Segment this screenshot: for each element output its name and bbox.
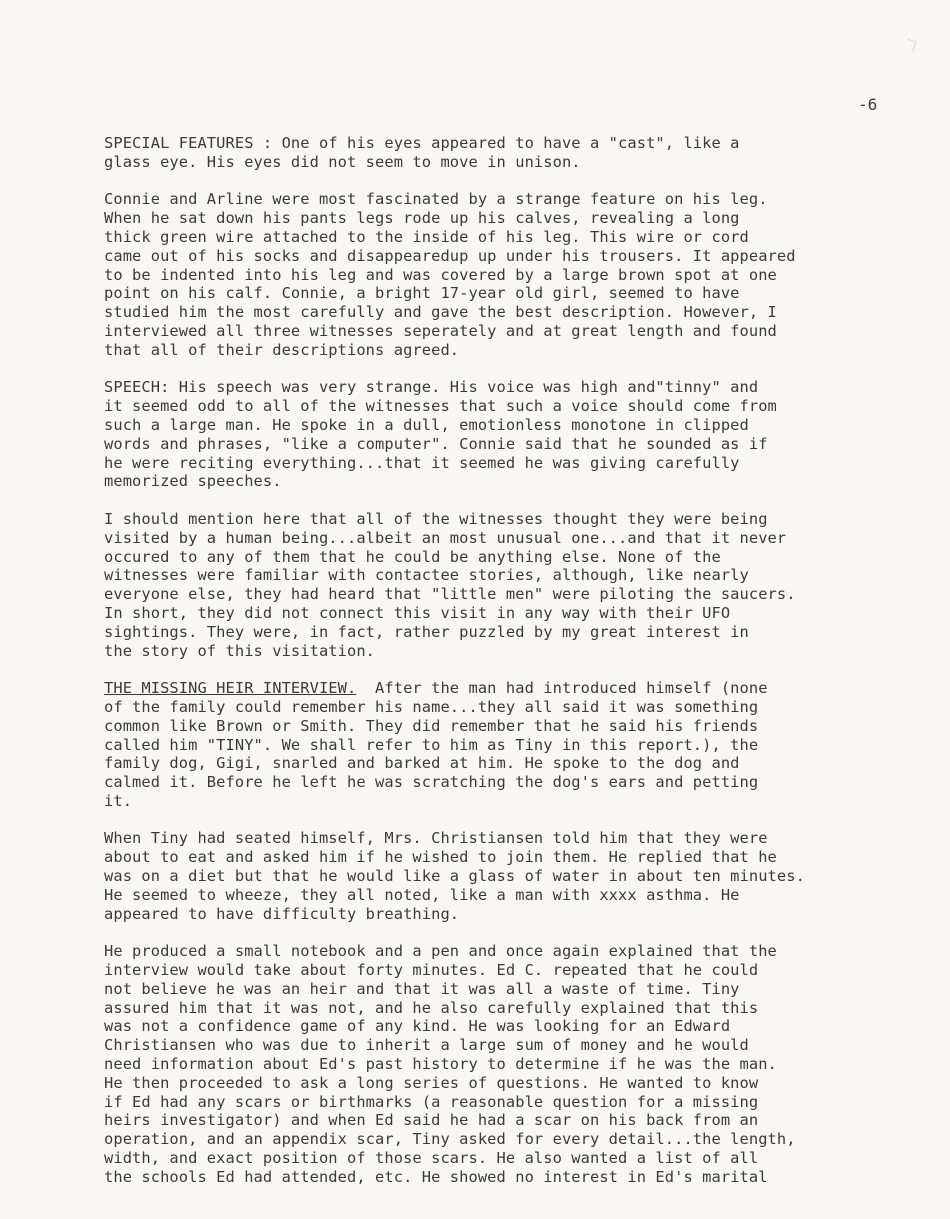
- text-line: He seemed to wheeze, they all noted, like a man with xxxx asthma. He: [104, 885, 740, 904]
- text-line: thick green wire attached to the inside of his leg. This wire or cord: [104, 227, 749, 246]
- text-line: visited by a human being...albeit an most unusual one...and that it never: [104, 528, 787, 547]
- text-line: interviewed all three witnesses seperately and at great length and found: [104, 321, 777, 340]
- text-line: occured to any of them that he could be anything else. None of the: [104, 547, 721, 566]
- text-line: Christiansen who was due to inherit a large sum of money and he would: [104, 1036, 749, 1055]
- page-number: -6: [858, 95, 878, 114]
- text-line: came out of his socks and disappearedup up under his trousers. It appeared: [104, 246, 796, 265]
- text-line: common like Brown or Smith. They did remember that he said his friends: [104, 716, 759, 735]
- paragraph-missing-heir: [104, 679, 944, 811]
- text-line: He produced a small notebook and a pen and once again explained that the: [104, 942, 777, 961]
- text-line: of the family could remember his name...they all said it was something: [104, 697, 759, 716]
- text-line: studied him the most carefully and gave the best description. However, I: [104, 303, 777, 322]
- text-line: the schools Ed had attended, etc. He showed no interest in Ed's marital: [104, 1167, 768, 1186]
- paragraph-human-being: [104, 510, 944, 660]
- text-line: operation, and an appendix scar, Tiny asked for every detail...the length,: [104, 1130, 796, 1149]
- text-line: it seemed odd to all of the witnesses that such a voice should come from: [104, 397, 777, 416]
- text-line: When he sat down his pants legs rode up his calves, revealing a long: [104, 209, 740, 228]
- text-line: was on a diet but that he would like a glass of water in about ten minutes.: [104, 867, 805, 886]
- text-line: memorized speeches.: [104, 472, 282, 491]
- paragraph-seated: [104, 829, 944, 923]
- text-line: if Ed had any scars or birthmarks (a reasonable question for a missing: [104, 1092, 759, 1111]
- text-line: appeared to have difficulty breathing.: [104, 904, 460, 923]
- text-line: He then proceeded to ask a long series of questions. He wanted to know: [104, 1073, 759, 1092]
- document-body: [104, 134, 944, 1205]
- text-line: [104, 679, 944, 698]
- text-line: When Tiny had seated himself, Mrs. Christiansen told him that they were: [104, 829, 768, 848]
- text-line: need information about Ed's past history to determine if he was the man.: [104, 1055, 777, 1074]
- text-line: interview would take about forty minutes. Ed C. repeated that he could: [104, 961, 759, 980]
- text-line: width, and exact position of those scars. He also wanted a list of all: [104, 1149, 759, 1168]
- text-line: Connie and Arline were most fascinated by a strange feature on his leg.: [104, 190, 768, 209]
- text-line: calmed it. Before he left he was scratching the dog's ears and petting: [104, 773, 759, 792]
- text-line: SPEECH: His speech was very strange. His voice was high and"tinny" and: [104, 378, 759, 397]
- text-line: glass eye. His eyes did not seem to move in unison.: [104, 152, 581, 171]
- text-line: witnesses were familiar with contactee stories, although, like nearly: [104, 566, 749, 585]
- text-line: such a large man. He spoke in a dull, emotionless monotone in clipped: [104, 415, 749, 434]
- text-line: about to eat and asked him if he wished to join them. He replied that he: [104, 848, 777, 867]
- paragraph-notebook: [104, 942, 944, 1186]
- text-line: to be indented into his leg and was covered by a large brown spot at one: [104, 265, 777, 284]
- text-line: not believe he was an heir and that it was all a waste of time. Tiny: [104, 979, 740, 998]
- text-line: called him "TINY". We shall refer to him as Tiny in this report.), the: [104, 735, 759, 754]
- heading-continuation: After the man had introduced himself (none: [356, 679, 768, 698]
- paragraph-leg-wire: [104, 190, 944, 359]
- text-line: he were reciting everything...that it seemed he was giving carefully: [104, 453, 740, 472]
- text-line: assured him that it was not, and he also carefully explained that this: [104, 998, 759, 1017]
- text-line: SPECIAL FEATURES : One of his eyes appeared to have a "cast", like a: [104, 134, 740, 152]
- text-line: point on his calf. Connie, a bright 17-year old girl, seemed to have: [104, 284, 740, 303]
- text-line: that all of their descriptions agreed.: [104, 340, 460, 359]
- text-line: In short, they did not connect this visit in any way with their UFO: [104, 603, 731, 622]
- text-line: was not a confidence game of any kind. He was looking for an Edward: [104, 1017, 731, 1036]
- text-line: words and phrases, "like a computer". Connie said that he sounded as if: [104, 434, 768, 453]
- text-line: family dog, Gigi, snarled and barked at him. He spoke to the dog and: [104, 754, 740, 773]
- paper-mark: [904, 39, 916, 52]
- text-line: heirs investigator) and when Ed said he had a scar on his back from an: [104, 1111, 759, 1130]
- section-heading: THE MISSING HEIR INTERVIEW.: [104, 679, 357, 698]
- paragraph-special-features: [104, 134, 944, 172]
- paragraph-speech: [104, 378, 944, 491]
- text-line: I should mention here that all of the witnesses thought they were being: [104, 509, 768, 528]
- text-line: sightings. They were, in fact, rather puzzled by my great interest in: [104, 622, 749, 641]
- text-line: everyone else, they had heard that "little men" were piloting the saucers.: [104, 585, 796, 604]
- text-line: it.: [104, 791, 133, 810]
- text-line: the story of this visitation.: [104, 641, 376, 660]
